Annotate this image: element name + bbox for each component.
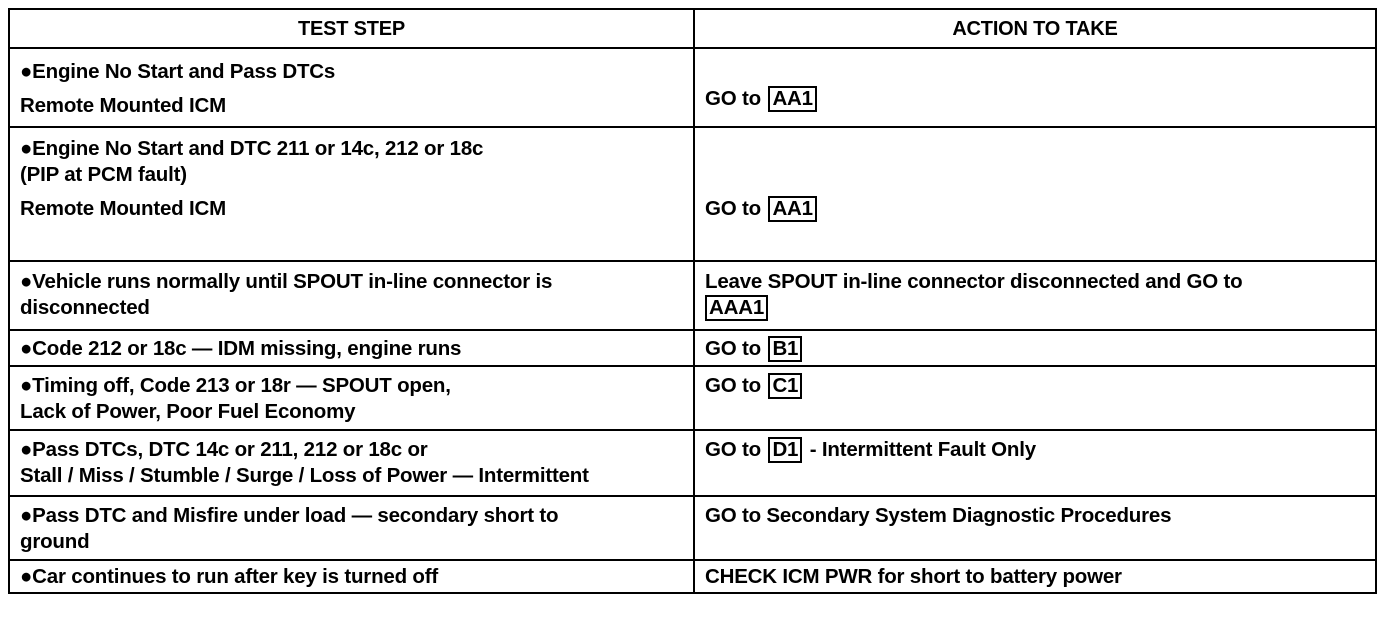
test-step-line: ●Pass DTC and Misfire under load — secondary short to <box>20 504 559 527</box>
test-step-line: ●Engine No Start and DTC 211 or 14c, 212 or 18c <box>20 137 484 160</box>
action-cell <box>694 366 1376 430</box>
test-step-line: (PIP at PCM fault) <box>20 163 187 186</box>
table-row <box>9 366 1376 430</box>
step-reference: AA1 <box>768 86 816 112</box>
action-cell <box>694 48 1376 127</box>
test-step-line: ●Engine No Start and Pass DTCs <box>20 60 336 83</box>
test-step-line: Stall / Miss / Stumble / Surge / Loss of Power — Intermittent <box>20 464 589 487</box>
step-reference: AA1 <box>768 196 816 222</box>
step-reference: B1 <box>768 336 802 362</box>
action-cell <box>694 127 1376 261</box>
action-cell <box>694 496 1376 560</box>
diagnostic-table <box>8 8 1377 594</box>
table-row <box>9 330 1376 366</box>
action-text: GO to <box>705 87 761 110</box>
test-step-line: ground <box>20 530 90 553</box>
test-step-line: ●Code 212 or 18c — IDM missing, engine runs <box>20 337 462 360</box>
action-text: Leave SPOUT in-line connector disconnected and GO to <box>705 270 1243 293</box>
test-step-cell <box>9 127 694 261</box>
table-row <box>9 430 1376 496</box>
table-row <box>9 261 1376 330</box>
header-test-step: TEST STEP <box>9 9 694 48</box>
test-step-line: Remote Mounted ICM <box>20 197 226 220</box>
test-step-cell <box>9 330 694 366</box>
test-step-cell <box>9 366 694 430</box>
action-cell <box>694 560 1376 593</box>
header-action: ACTION TO TAKE <box>694 9 1376 48</box>
table-row <box>9 560 1376 593</box>
test-step-line: disconnected <box>20 296 150 319</box>
test-step-line: Lack of Power, Poor Fuel Economy <box>20 400 356 423</box>
header-row <box>9 9 1376 48</box>
test-step-line: ●Pass DTCs, DTC 14c or 211, 212 or 18c or <box>20 438 428 461</box>
action-cell <box>694 330 1376 366</box>
test-step-cell <box>9 496 694 560</box>
test-step-cell <box>9 48 694 127</box>
action-text: GO to <box>705 438 761 461</box>
action-text: GO to <box>705 374 761 397</box>
action-note: - Intermittent Fault Only <box>809 438 1036 461</box>
table-row <box>9 48 1376 127</box>
test-step-line: ●Car continues to run after key is turned off <box>20 565 438 588</box>
action-cell <box>694 261 1376 330</box>
table-row <box>9 127 1376 261</box>
test-step-line: Remote Mounted ICM <box>20 94 226 117</box>
action-text: GO to <box>705 337 761 360</box>
test-step-cell <box>9 560 694 593</box>
test-step-cell <box>9 261 694 330</box>
action-text: CHECK ICM PWR for short to battery power <box>705 565 1122 588</box>
table-row <box>9 496 1376 560</box>
test-step-line: ●Timing off, Code 213 or 18r — SPOUT open, <box>20 374 451 397</box>
step-reference: C1 <box>768 373 802 399</box>
action-text: GO to Secondary System Diagnostic Procedures <box>705 504 1172 527</box>
test-step-cell <box>9 430 694 496</box>
step-reference: D1 <box>768 437 802 463</box>
action-text: GO to <box>705 197 761 220</box>
test-step-line: ●Vehicle runs normally until SPOUT in-line connector is <box>20 270 553 293</box>
action-cell <box>694 430 1376 496</box>
step-reference: AAA1 <box>705 295 768 321</box>
